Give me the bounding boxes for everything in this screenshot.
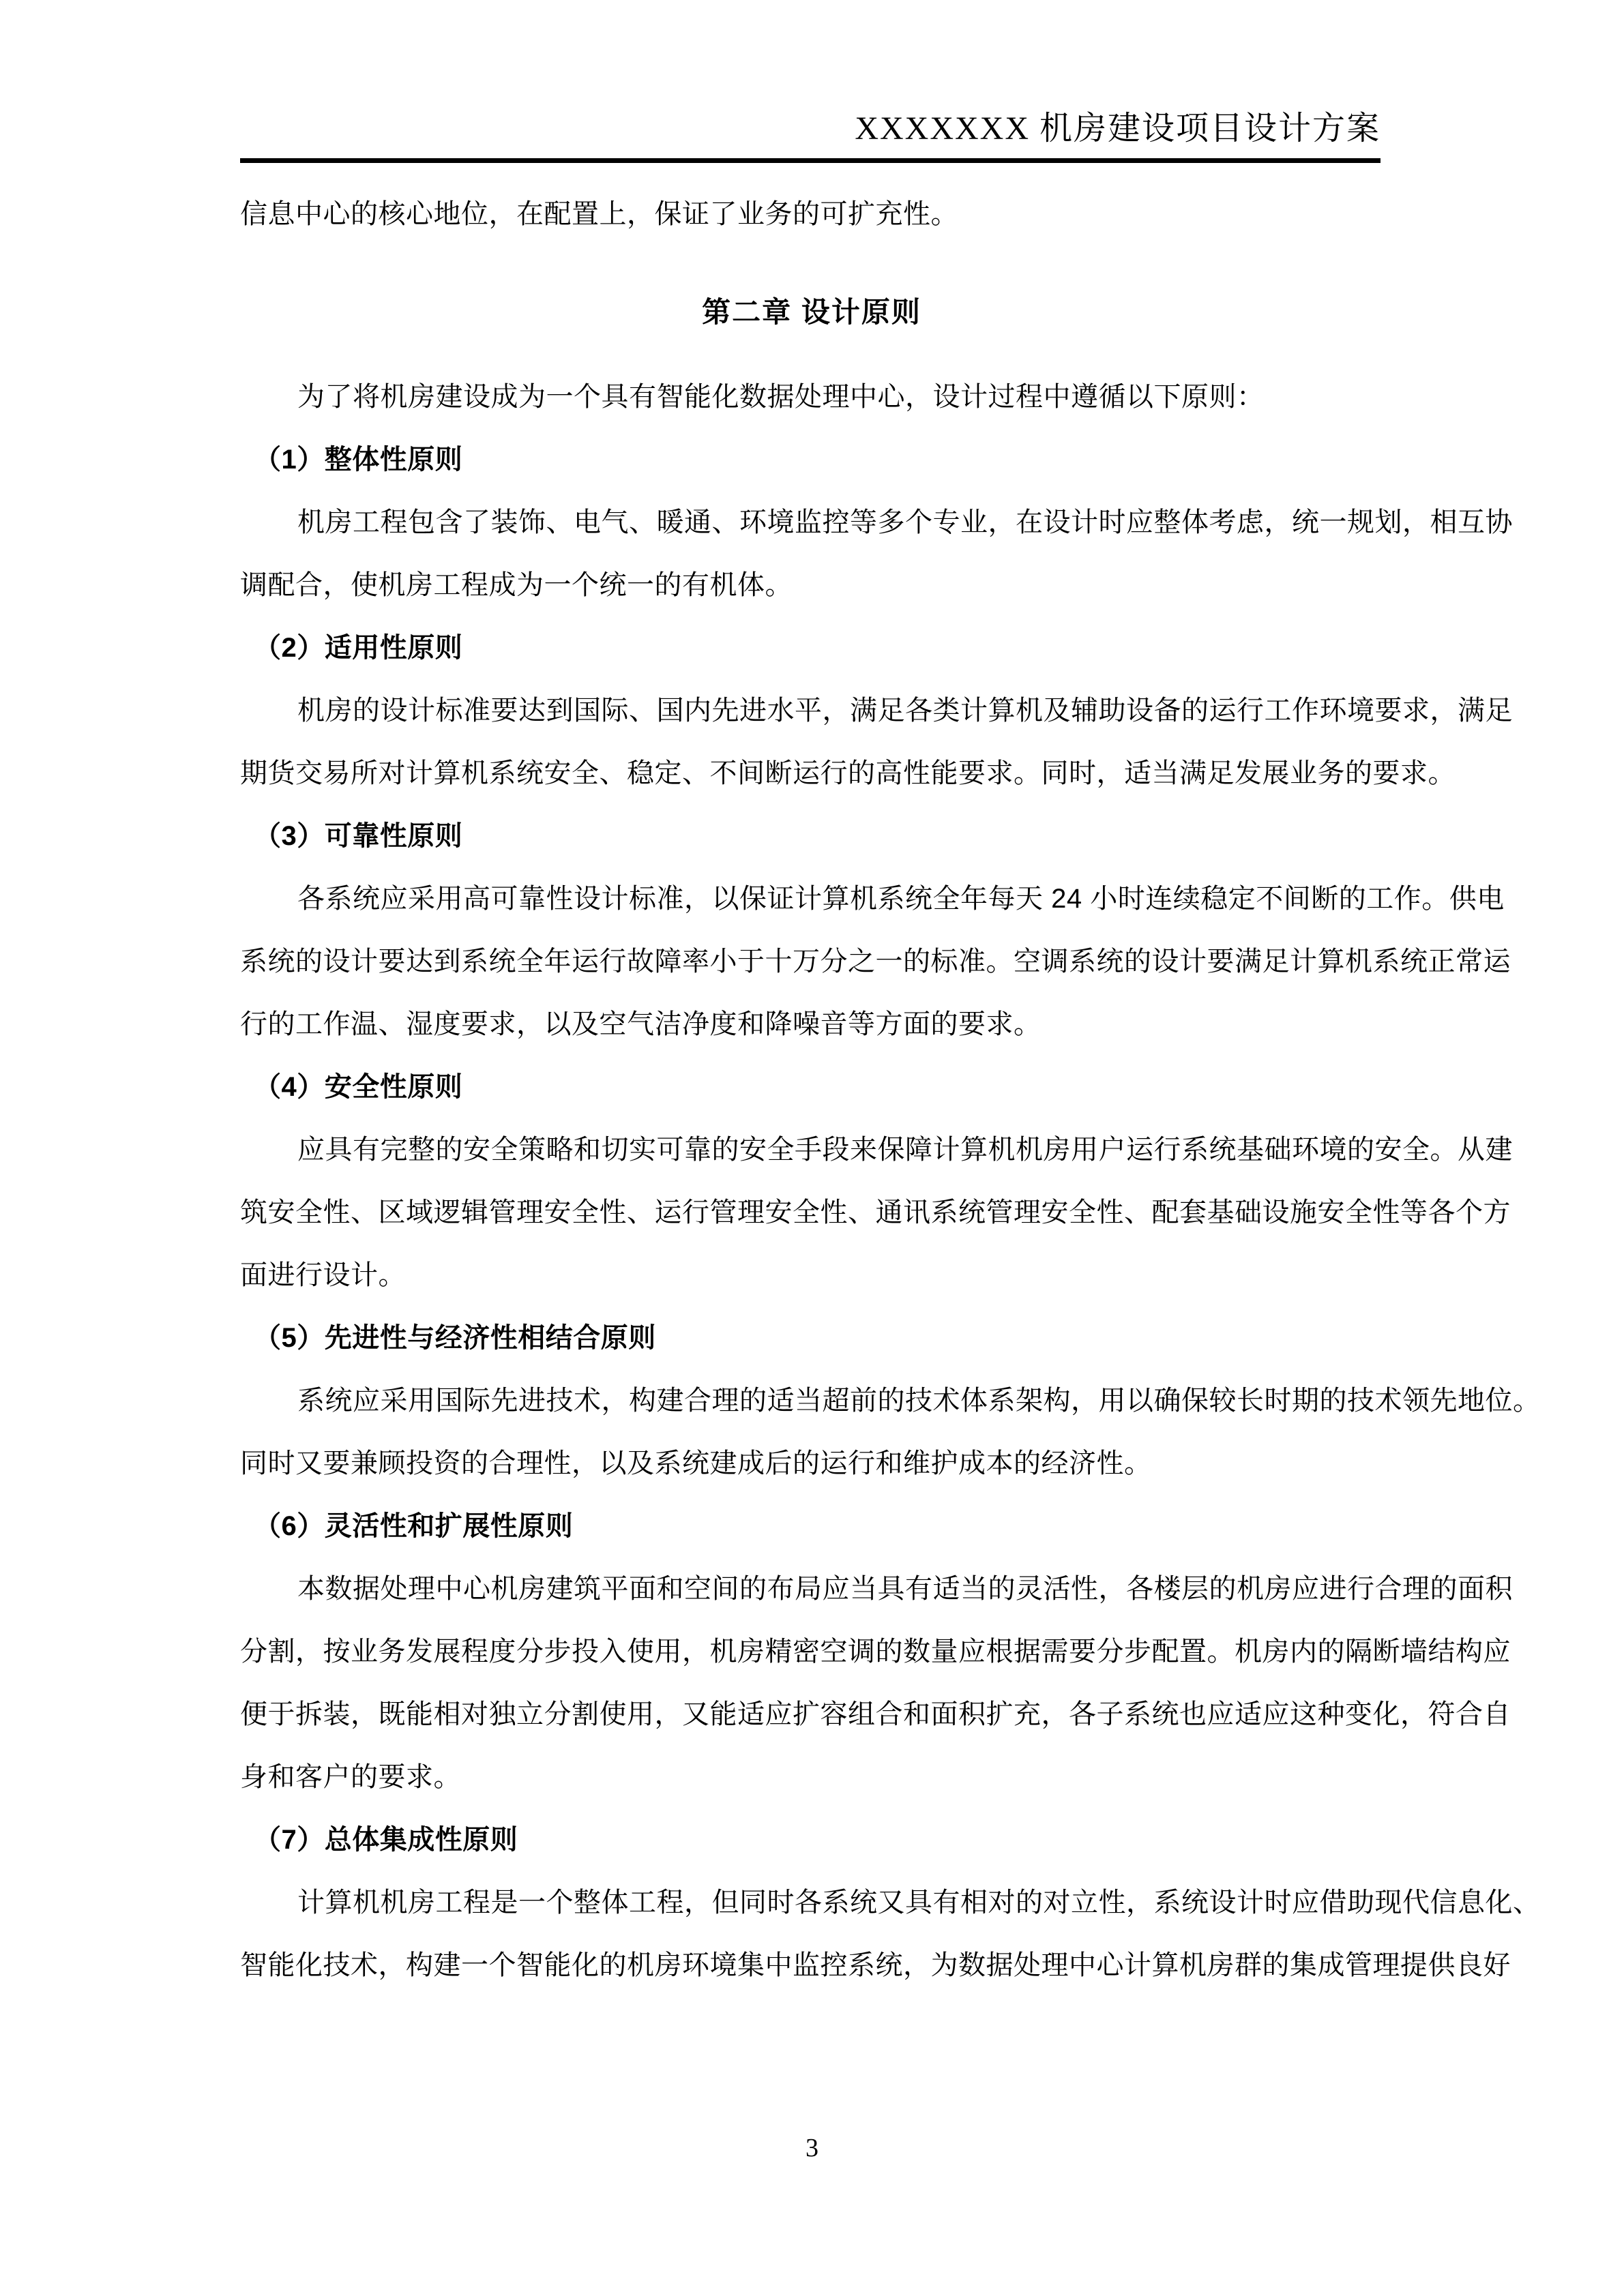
principle-6-line-3: 便于拆装，既能相对独立分割使用，又能适应扩容组合和面积扩充，各子系统也应适应这种变化，符合自: [240, 1699, 1511, 1729]
intro-paragraph: 为了将机房建设成为一个具有智能化数据处理中心，设计过程中遵循以下原则：: [297, 382, 1265, 412]
principle-5-line-1: 系统应采用国际先进技术，构建合理的适当超前的技术体系架构，用以确保较长时期的技术领先地位。: [297, 1386, 1541, 1416]
principle-4-line-3: 面进行设计。: [240, 1260, 406, 1290]
principle-6-line-1: 本数据处理中心机房建筑平面和空间的布局应当具有适当的灵活性，各楼层的机房应进行合理的面积: [297, 1574, 1513, 1604]
principle-4-line-1: 应具有完整的安全策略和切实可靠的安全手段来保障计算机机房用户运行系统基础环境的安全。从建: [297, 1135, 1513, 1165]
principle-2-line-2: 期货交易所对计算机系统安全、稳定、不间断运行的高性能要求。同时，适当满足发展业务的要求。: [240, 758, 1456, 788]
principle-3-line-1: 各系统应采用高可靠性设计标准，以保证计算机系统全年每天 24 小时连续稳定不间断的工作。供电: [297, 884, 1505, 914]
principle-heading-7: （7）总体集成性原则: [254, 1825, 518, 1855]
principle-4-line-2: 筑安全性、区域逻辑管理安全性、运行管理安全性、通讯系统管理安全性、配套基础设施安全性等各个方: [240, 1197, 1511, 1227]
opening-paragraph-line: 信息中心的核心地位，在配置上，保证了业务的可扩充性。: [240, 199, 958, 229]
header-divider-rule: [240, 158, 1381, 163]
principle-7-line-2: 智能化技术，构建一个智能化的机房环境集中监控系统，为数据处理中心计算机房群的集成管理提供良好: [240, 1950, 1511, 1980]
chapter-title: 第二章 设计原则: [702, 296, 921, 328]
principle-5-line-2: 同时又要兼顾投资的合理性，以及系统建成后的运行和维护成本的经济性。: [240, 1448, 1152, 1478]
principle-6-line-4: 身和客户的要求。: [240, 1762, 461, 1792]
principle-3-line-3: 行的工作温、湿度要求，以及空气洁净度和降噪音等方面的要求。: [240, 1009, 1042, 1039]
principle-heading-5: （5）先进性与经济性相结合原则: [254, 1323, 656, 1353]
header-title: XXXXXXX 机房建设项目设计方案: [855, 110, 1381, 147]
principle-1-line-2: 调配合，使机房工程成为一个统一的有机体。: [240, 570, 793, 600]
principle-1-line-1: 机房工程包含了装饰、电气、暖通、环境监控等多个专业，在设计时应整体考虑，统一规划，相互协: [297, 507, 1513, 537]
principle-2-line-1: 机房的设计标准要达到国际、国内先进水平，满足各类计算机及辅助设备的运行工作环境要求，满足: [297, 696, 1513, 726]
principle-7-line-1: 计算机机房工程是一个整体工程，但同时各系统又具有相对的对立性，系统设计时应借助现代信息化、: [297, 1888, 1541, 1918]
principle-3-line-2: 系统的设计要达到系统全年运行故障率小于十万分之一的标准。空调系统的设计要满足计算机系统正常运: [240, 946, 1511, 976]
principle-heading-2: （2）适用性原则: [254, 633, 463, 663]
principle-heading-4: （4）安全性原则: [254, 1072, 463, 1102]
page-footer: [0, 2133, 1624, 2163]
principle-6-line-2: 分割，按业务发展程度分步投入使用，机房精密空调的数量应根据需要分步配置。机房内的隔断墙结构应: [240, 1637, 1511, 1667]
page-number: 3: [806, 2134, 818, 2162]
page-header: [240, 109, 1381, 149]
document-body: [240, 183, 1541, 1997]
principle-heading-6: （6）灵活性和扩展性原则: [254, 1511, 574, 1541]
principle-heading-3: （3）可靠性原则: [254, 821, 463, 851]
principle-heading-1: （1）整体性原则: [254, 445, 463, 475]
